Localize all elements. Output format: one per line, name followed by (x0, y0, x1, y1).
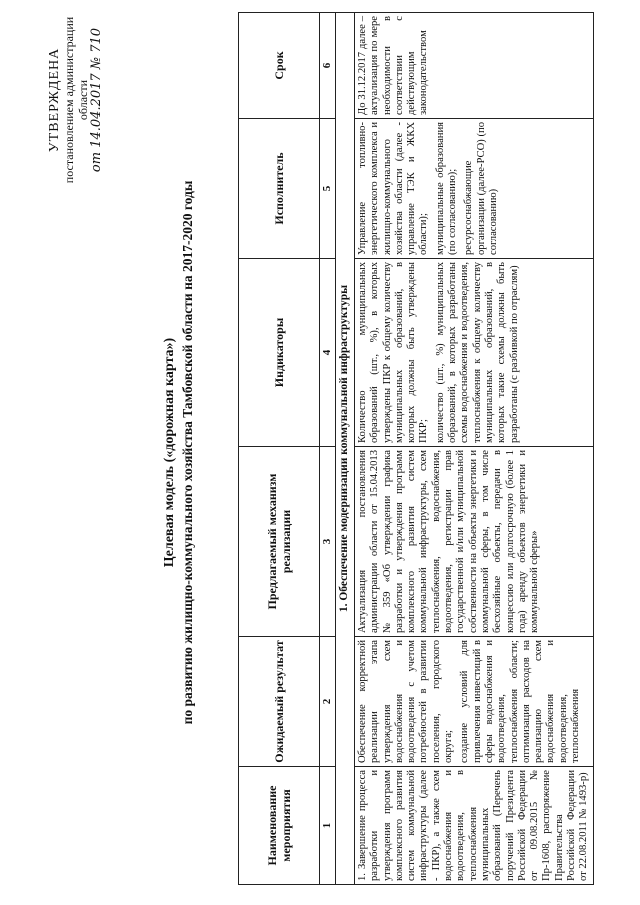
column-number: 1 (320, 767, 336, 885)
executor-text: ресурсоснабжающие организации (далее-РСО) (по согласованию) (463, 122, 499, 255)
table-row (355, 13, 594, 885)
section-title: 1. Обеспечение модернизации коммунальной инфраструктуры (336, 13, 355, 885)
header-indicators: Индикаторы (239, 259, 320, 447)
approval-line: постановлением администрации области (62, 16, 90, 184)
section-row (336, 13, 355, 885)
result-text: Обеспечение корректной реализации этапа утверждения схем водоснабжения и водоотведения с учетом потребностей в развитии поселения, городского округа; (357, 640, 455, 763)
executor-cell (355, 119, 594, 259)
approval-date-signature: от 14.04.2017 № 710 (89, 27, 104, 173)
header-measure: Наименование мероприятия (239, 767, 320, 885)
header-executor: Исполнитель (239, 119, 320, 259)
deadline-cell: До 31.12.2017 далее – актуализация по мере необходимости в соответствии с действующим законодательством (355, 13, 594, 119)
indicators-cell (355, 259, 594, 447)
column-number: 5 (320, 119, 336, 259)
document-subtitle: по развитию жилищно-коммунального хозяйства Тамбовской области на 2017-2020 годы (180, 180, 195, 725)
roadmap-table (238, 12, 594, 885)
column-number-row (320, 13, 336, 885)
column-number: 2 (320, 637, 336, 767)
header-row (239, 13, 320, 885)
approval-stamp (48, 15, 104, 185)
document-title: Целевая модель («дорожная карта») (162, 337, 177, 568)
header-result: Ожидаемый результат (239, 637, 320, 767)
result-cell (355, 637, 594, 767)
indicator-text: количество (шт., %) муниципальных образований, в которых разработаны схемы водоснабжения и водоотведения, теплоснабжения к общему количеству муниципальных образований, в которых такие схемы должны быть разработаны (с разбивкой по отраслям) (434, 262, 520, 443)
executor-text: муниципальные образования (по согласованию); (434, 122, 459, 255)
column-number: 3 (320, 447, 336, 637)
column-number: 4 (320, 259, 336, 447)
executor-text: Управление топливно-энергетического комплекса и жилищно-коммунального хозяйства области (далее - управление ТЭК и ЖКХ области); (357, 122, 430, 255)
result-text: создание условий для привлечения инвестиций в сферы водоснабжения и водоотведения, теплоснабжения области; оптимизация расходов на реализацию схем водоснабжения и водоотведения, теплоснабжения (459, 640, 582, 763)
column-number: 6 (320, 13, 336, 119)
header-mechanism: Предлагаемый механизм реализации (239, 447, 320, 637)
measure-cell: 1. Завершение процесса разработки и утверждения программ комплексного развития систем коммунальной инфраструктуры (далее - ПКР), а также схем водоснабжения и водоотведения, в теплоснабжения муниципальных образований (Перечень поручений Президента Российской Федерации от 09.08.2015 № Пр-1608, распоряжение Правительства Российской Федерации от 22.08.2011 № 1493-р) (355, 767, 594, 885)
header-deadline: Срок (239, 13, 320, 119)
mechanism-cell: Актуализация постановления администрации области от 15.04.2013 № 359 «Об утверждении графика разработки и утверждения программ комплексного развития систем коммунальной инфраструктуры, схем теплоснабжения, водоснабжения, водоотведения, регистрации прав государственной и/или муниципальной собственности на объекты энергетики и коммунальной сферы, в том числе бесхозяйные объекты, передачи в концессию или долгосрочную (более 1 года) аренду объектов энергетики и коммунальной сферы» (355, 447, 594, 637)
indicator-text: Количество муниципальных образований (шт., %), в которых утверждены ПКР к общему количеству муниципальных образований, в которых должны быть утверждены ПКР; (357, 262, 430, 443)
approval-word: УТВЕРЖДЕНА (47, 47, 62, 153)
